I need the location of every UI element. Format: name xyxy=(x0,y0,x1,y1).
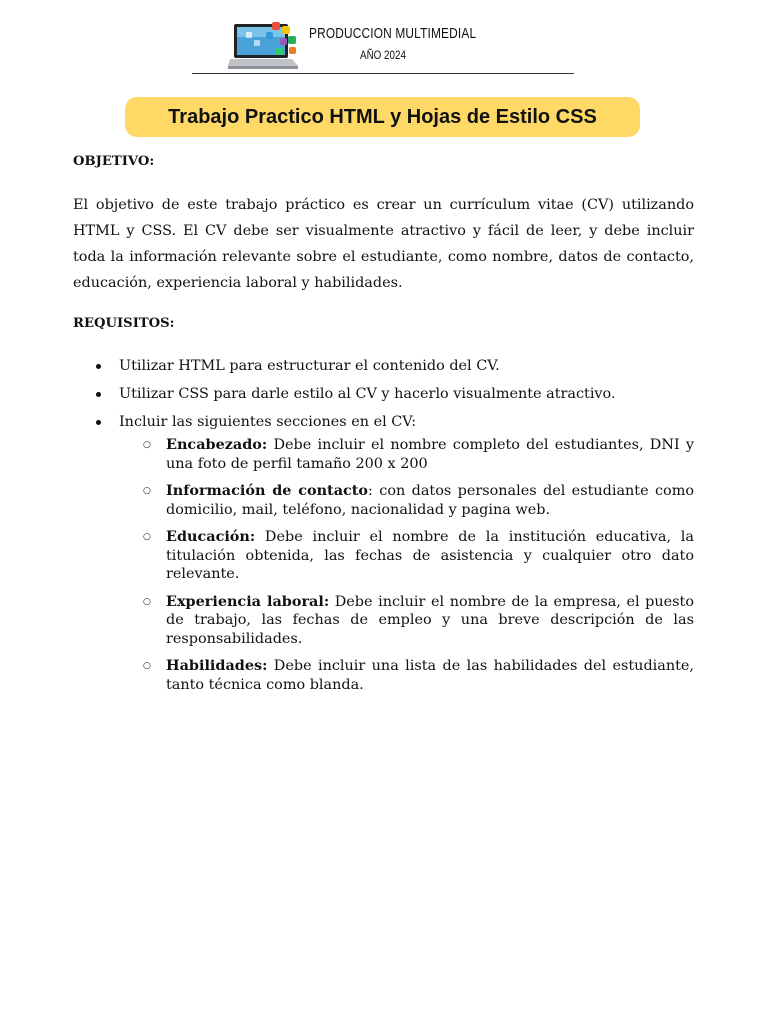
bullet-icon xyxy=(96,420,101,425)
document-title: Trabajo Practico HTML y Hojas de Estilo CSS xyxy=(168,105,597,128)
requirements-list xyxy=(73,352,694,436)
list-item xyxy=(73,352,694,380)
list-item xyxy=(73,436,694,473)
section-label: Encabezado: xyxy=(166,436,268,453)
circle-bullet-icon: ○ xyxy=(143,440,151,450)
section-label: Experiencia laboral: xyxy=(166,592,330,610)
objective-paragraph: El objetivo de este trabajo práctico es crear un currículum vitae (CV) utilizando HTML y CSS. El CV debe ser visualmente atractivo y fácil de leer, y debe incluir toda la información relevante sobre el estudiante, como nombre, datos de contacto, educación, experiencia laboral y habilidades. xyxy=(73,197,694,291)
circle-bullet-icon: ○ xyxy=(143,532,151,542)
requirements-heading: REQUISITOS: xyxy=(73,316,175,331)
bullet-icon xyxy=(96,392,101,397)
requirement-text: Utilizar CSS para darle estilo al CV y hacerlo visualmente atractivo. xyxy=(119,386,616,402)
list-item xyxy=(73,528,694,584)
section-label: Habilidades: xyxy=(166,657,268,674)
section-description: Debe incluir el nombre de la institución educativa, la titulación obtenida, las fechas de asistencia y cualquier otro dato relevante. xyxy=(166,529,694,582)
circle-bullet-icon: ○ xyxy=(143,596,151,607)
header-title: PRODUCCION MULTIMEDIAL xyxy=(309,26,477,42)
cv-sections-list xyxy=(73,436,694,694)
requirement-text: Incluir las siguientes secciones en el CV: xyxy=(119,414,417,430)
list-item xyxy=(73,593,694,649)
section-description: Debe incluir el nombre completo del estudiantes, DNI y una foto de perfil tamaño 200 x 200 xyxy=(166,437,694,472)
section-description: Debe incluir el nombre de la empresa, el puesto de trabajo, las fechas de empleo y una breve descripción de las responsabilidades. xyxy=(166,593,694,647)
section-description: Debe incluir una lista de las habilidades del estudiante, tanto técnica como blanda. xyxy=(166,658,694,693)
list-item xyxy=(73,380,694,408)
list-item xyxy=(73,482,694,519)
circle-bullet-icon: ○ xyxy=(143,486,151,496)
section-description: : con datos personales del estudiante como domicilio, mail, teléfono, nacionalidad y pagina web. xyxy=(166,483,695,518)
list-item xyxy=(73,657,694,694)
header-year: AÑO 2024 xyxy=(360,48,406,62)
document-body xyxy=(73,152,694,703)
title-banner xyxy=(125,97,640,137)
circle-bullet-icon: ○ xyxy=(143,661,151,671)
list-item xyxy=(73,408,694,436)
section-label: Educación: xyxy=(166,528,256,545)
bullet-icon xyxy=(96,364,101,369)
requirement-text: Utilizar HTML para estructurar el contenido del CV. xyxy=(119,358,500,374)
objective-heading: OBJETIVO: xyxy=(73,154,155,169)
section-label: Información de contacto xyxy=(166,482,369,499)
laptop-with-app-icons-icon xyxy=(228,20,300,72)
page-header xyxy=(192,14,574,76)
header-divider xyxy=(192,73,574,74)
